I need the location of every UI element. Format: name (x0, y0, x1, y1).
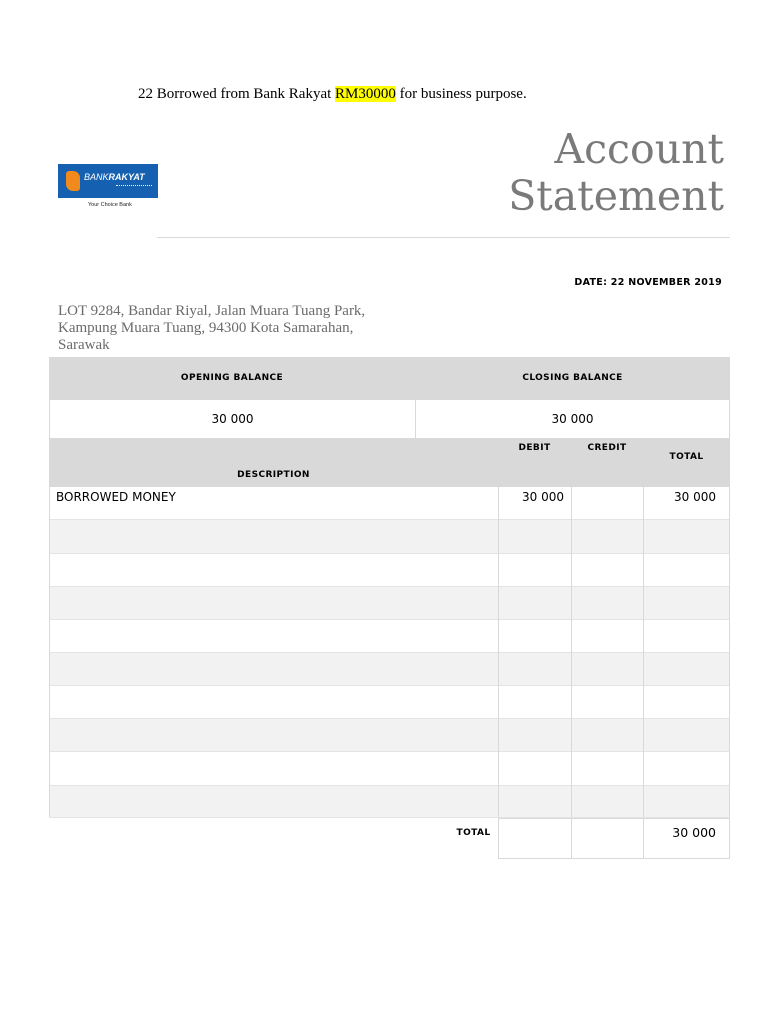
description-header-label: DESCRIPTION (237, 470, 310, 480)
note-suffix: for business purpose. (395, 86, 527, 102)
page-title (508, 126, 724, 220)
note-prefix: 22 Borrowed from Bank Rakyat (138, 86, 336, 102)
title-divider (157, 237, 730, 238)
table-row (49, 554, 730, 587)
closing-balance-header: CLOSING BALANCE (415, 357, 730, 399)
closing-balance-value: 30 000 (415, 399, 730, 439)
table-row (49, 686, 730, 719)
opening-balance-value: 30 000 (49, 399, 416, 439)
logo-badge (58, 164, 158, 198)
table-row (49, 786, 730, 818)
table-row (49, 719, 730, 752)
address-line-1: LOT 9284, Bandar Riyal, Jalan Muara Tuang Park, (58, 303, 366, 319)
table-row (49, 520, 730, 554)
footer-credit-cell (571, 818, 644, 859)
column-divider-total (643, 487, 644, 817)
total-header: TOTAL (669, 452, 704, 462)
logo-tagline: Your Choice Bank (88, 202, 132, 208)
table-border-right (729, 487, 730, 817)
address-line-2: Kampung Muara Tuang, 94300 Kota Samarahan, (58, 320, 354, 336)
address-block (58, 303, 365, 354)
logo-brand (84, 172, 145, 182)
statement-date: DATE: 22 NOVEMBER 2019 (574, 277, 722, 288)
note-highlight: RM30000 (335, 86, 396, 102)
row-1-total: 30 000 (674, 490, 716, 504)
logo-brand-light: BANK (84, 172, 109, 182)
table-row (49, 752, 730, 786)
table-border-left (49, 487, 50, 817)
table-row (49, 653, 730, 686)
footer-debit-cell (498, 818, 572, 859)
debit-header: DEBIT (518, 443, 551, 453)
credit-header: CREDIT (587, 443, 627, 453)
note-line (138, 86, 527, 103)
title-line-2: Statement (508, 172, 724, 220)
opening-balance-header: OPENING BALANCE (49, 357, 415, 399)
bank-logo (58, 164, 158, 214)
address-line-3: Sarawak (58, 337, 110, 353)
logo-mark-icon (66, 171, 80, 191)
footer-total-value: 30 000 (672, 825, 716, 840)
column-divider-debit (498, 487, 499, 817)
description-header (49, 439, 498, 480)
row-1-debit: 30 000 (522, 490, 564, 504)
row-1-description: BORROWED MONEY (56, 490, 176, 504)
table-row (49, 587, 730, 620)
column-divider-credit (571, 487, 572, 817)
logo-brand-bold: RAKYAT (108, 172, 145, 182)
table-row (49, 620, 730, 653)
title-line-1: Account (554, 125, 724, 173)
logo-arabic-script (116, 185, 152, 191)
footer-total-label: TOTAL (456, 828, 491, 838)
